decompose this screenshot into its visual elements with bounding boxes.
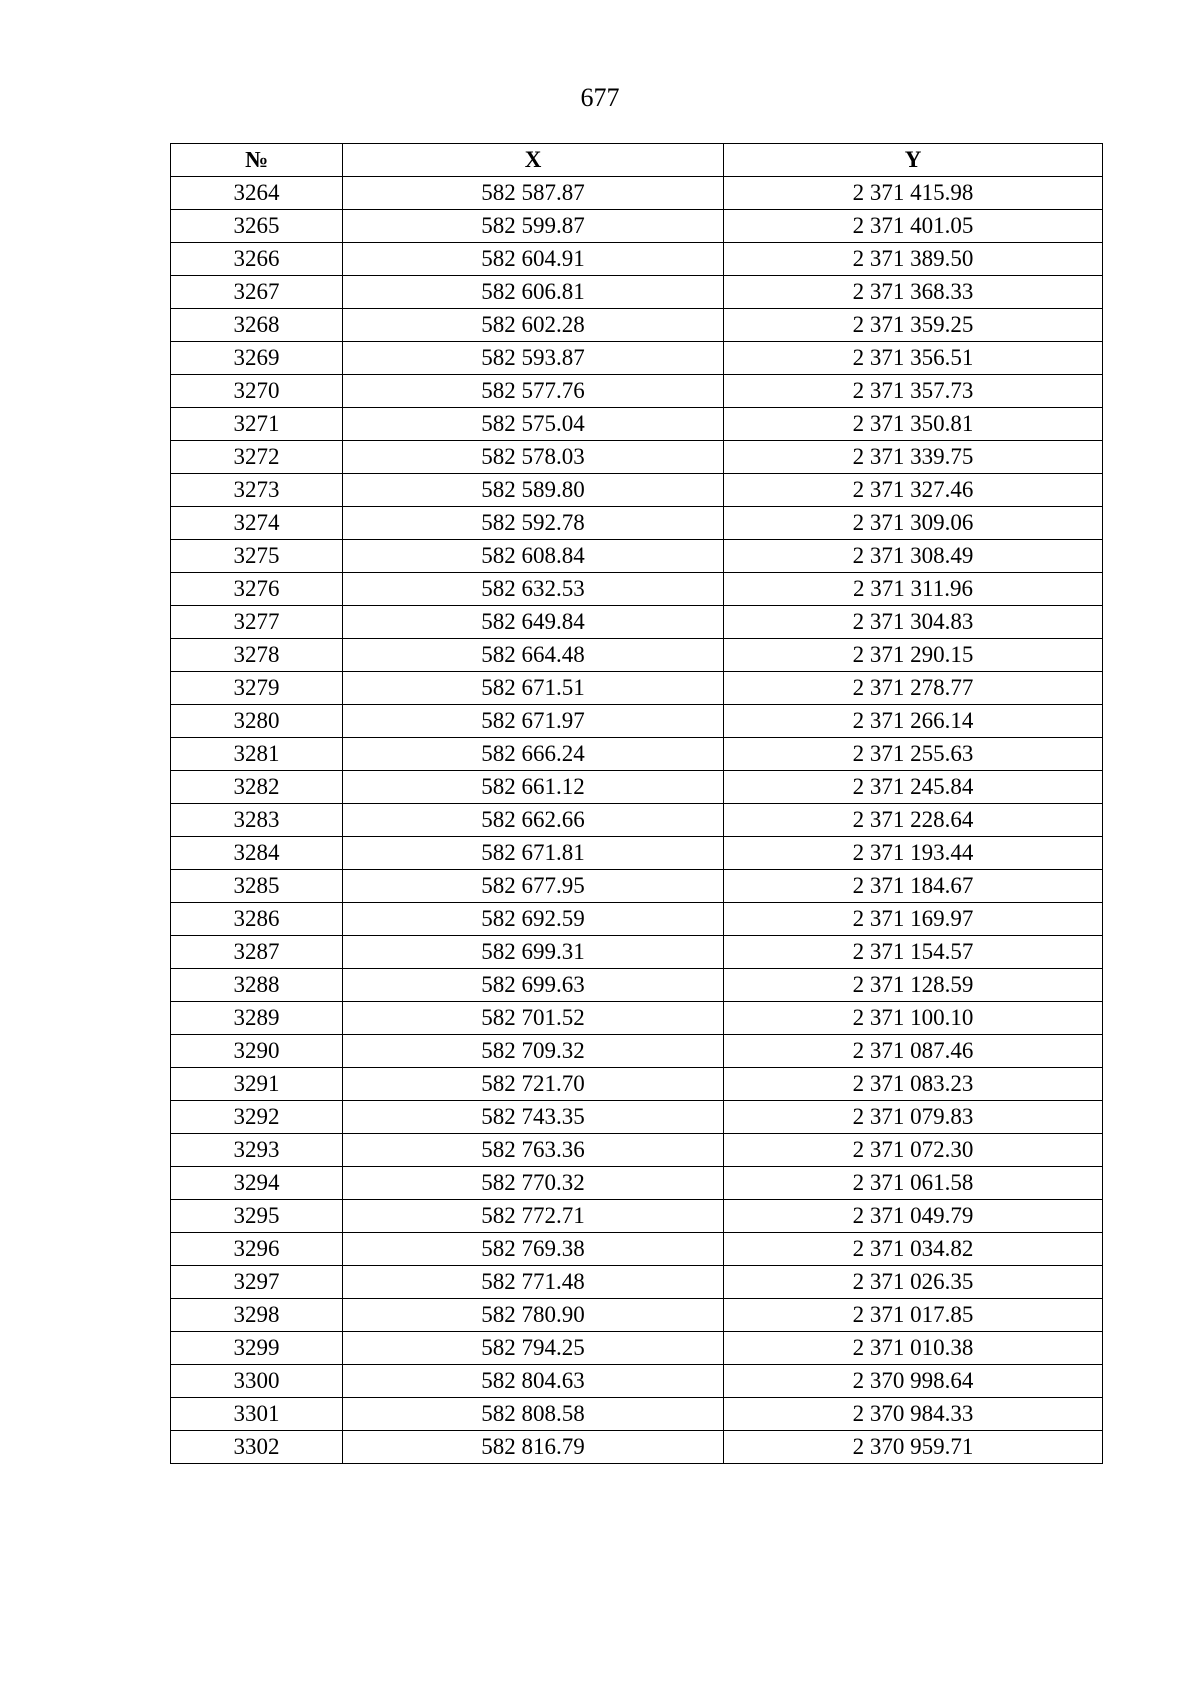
table-row (171, 1068, 1103, 1101)
cell-x: 582 577.76 (343, 375, 724, 408)
table-header (171, 144, 1103, 177)
cell-number: 3264 (171, 177, 343, 210)
cell-y: 2 371 128.59 (724, 969, 1103, 1002)
coordinates-table (170, 143, 1103, 1464)
cell-x: 582 677.95 (343, 870, 724, 903)
cell-x: 582 701.52 (343, 1002, 724, 1035)
cell-x: 582 593.87 (343, 342, 724, 375)
cell-number: 3289 (171, 1002, 343, 1035)
table-row (171, 1101, 1103, 1134)
cell-number: 3265 (171, 210, 343, 243)
table-row (171, 1002, 1103, 1035)
cell-y: 2 371 026.35 (724, 1266, 1103, 1299)
cell-number: 3266 (171, 243, 343, 276)
table-row (171, 1266, 1103, 1299)
cell-x: 582 589.80 (343, 474, 724, 507)
cell-x: 582 662.66 (343, 804, 724, 837)
cell-y: 2 371 017.85 (724, 1299, 1103, 1332)
cell-x: 582 770.32 (343, 1167, 724, 1200)
table-row (171, 1398, 1103, 1431)
table-row (171, 969, 1103, 1002)
table-row (171, 474, 1103, 507)
table-row (171, 309, 1103, 342)
cell-y: 2 371 356.51 (724, 342, 1103, 375)
cell-y: 2 371 311.96 (724, 573, 1103, 606)
table-row (171, 507, 1103, 540)
table-row (171, 441, 1103, 474)
header-row (171, 144, 1103, 177)
cell-y: 2 371 359.25 (724, 309, 1103, 342)
cell-number: 3300 (171, 1365, 343, 1398)
cell-y: 2 371 339.75 (724, 441, 1103, 474)
cell-x: 582 804.63 (343, 1365, 724, 1398)
cell-x: 582 606.81 (343, 276, 724, 309)
cell-number: 3282 (171, 771, 343, 804)
cell-number: 3276 (171, 573, 343, 606)
cell-x: 582 661.12 (343, 771, 724, 804)
table-row (171, 1167, 1103, 1200)
cell-y: 2 371 049.79 (724, 1200, 1103, 1233)
cell-number: 3280 (171, 705, 343, 738)
cell-y: 2 371 401.05 (724, 210, 1103, 243)
cell-number: 3299 (171, 1332, 343, 1365)
cell-x: 582 699.63 (343, 969, 724, 1002)
cell-x: 582 721.70 (343, 1068, 724, 1101)
table-row (171, 705, 1103, 738)
cell-y: 2 371 245.84 (724, 771, 1103, 804)
cell-number: 3290 (171, 1035, 343, 1068)
table-row (171, 408, 1103, 441)
header-y: Y (724, 144, 1103, 177)
cell-number: 3271 (171, 408, 343, 441)
header-x: X (343, 144, 724, 177)
cell-number: 3302 (171, 1431, 343, 1464)
cell-x: 582 664.48 (343, 639, 724, 672)
cell-y: 2 371 368.33 (724, 276, 1103, 309)
cell-y: 2 371 061.58 (724, 1167, 1103, 1200)
cell-number: 3269 (171, 342, 343, 375)
cell-number: 3273 (171, 474, 343, 507)
cell-number: 3296 (171, 1233, 343, 1266)
cell-x: 582 666.24 (343, 738, 724, 771)
cell-x: 582 769.38 (343, 1233, 724, 1266)
cell-y: 2 371 034.82 (724, 1233, 1103, 1266)
table-row (171, 672, 1103, 705)
table-row (171, 1299, 1103, 1332)
cell-y: 2 371 169.97 (724, 903, 1103, 936)
cell-x: 582 671.51 (343, 672, 724, 705)
table-row (171, 738, 1103, 771)
page-number: 677 (580, 83, 620, 112)
cell-x: 582 772.71 (343, 1200, 724, 1233)
cell-number: 3279 (171, 672, 343, 705)
table-row (171, 837, 1103, 870)
cell-number: 3285 (171, 870, 343, 903)
table-row (171, 870, 1103, 903)
cell-y: 2 370 984.33 (724, 1398, 1103, 1431)
cell-number: 3270 (171, 375, 343, 408)
cell-x: 582 578.03 (343, 441, 724, 474)
table-row (171, 804, 1103, 837)
cell-x: 582 649.84 (343, 606, 724, 639)
cell-number: 3295 (171, 1200, 343, 1233)
cell-x: 582 632.53 (343, 573, 724, 606)
cell-number: 3301 (171, 1398, 343, 1431)
cell-x: 582 763.36 (343, 1134, 724, 1167)
cell-y: 2 371 304.83 (724, 606, 1103, 639)
cell-number: 3277 (171, 606, 343, 639)
cell-y: 2 371 100.10 (724, 1002, 1103, 1035)
cell-number: 3274 (171, 507, 343, 540)
table-row (171, 639, 1103, 672)
table-row (171, 276, 1103, 309)
cell-y: 2 371 290.15 (724, 639, 1103, 672)
table-row (171, 342, 1103, 375)
cell-y: 2 371 350.81 (724, 408, 1103, 441)
header-number: № (171, 144, 343, 177)
cell-y: 2 371 278.77 (724, 672, 1103, 705)
cell-number: 3272 (171, 441, 343, 474)
cell-x: 582 743.35 (343, 1101, 724, 1134)
cell-number: 3288 (171, 969, 343, 1002)
cell-y: 2 371 415.98 (724, 177, 1103, 210)
cell-y: 2 371 087.46 (724, 1035, 1103, 1068)
cell-number: 3291 (171, 1068, 343, 1101)
cell-y: 2 370 998.64 (724, 1365, 1103, 1398)
cell-x: 582 699.31 (343, 936, 724, 969)
table-row (171, 1134, 1103, 1167)
cell-number: 3268 (171, 309, 343, 342)
cell-y: 2 371 228.64 (724, 804, 1103, 837)
cell-x: 582 771.48 (343, 1266, 724, 1299)
cell-y: 2 371 083.23 (724, 1068, 1103, 1101)
table-row (171, 606, 1103, 639)
table-row (171, 210, 1103, 243)
cell-y: 2 371 079.83 (724, 1101, 1103, 1134)
table-row (171, 375, 1103, 408)
cell-number: 3293 (171, 1134, 343, 1167)
cell-y: 2 371 010.38 (724, 1332, 1103, 1365)
cell-x: 582 587.87 (343, 177, 724, 210)
cell-y: 2 371 309.06 (724, 507, 1103, 540)
cell-number: 3275 (171, 540, 343, 573)
cell-y: 2 371 154.57 (724, 936, 1103, 969)
cell-x: 582 575.04 (343, 408, 724, 441)
cell-number: 3286 (171, 903, 343, 936)
cell-number: 3267 (171, 276, 343, 309)
cell-number: 3278 (171, 639, 343, 672)
table-row (171, 1200, 1103, 1233)
cell-x: 582 794.25 (343, 1332, 724, 1365)
cell-x: 582 671.81 (343, 837, 724, 870)
cell-x: 582 602.28 (343, 309, 724, 342)
cell-x: 582 780.90 (343, 1299, 724, 1332)
cell-x: 582 808.58 (343, 1398, 724, 1431)
cell-number: 3297 (171, 1266, 343, 1299)
cell-y: 2 371 266.14 (724, 705, 1103, 738)
table-row (171, 771, 1103, 804)
cell-x: 582 671.97 (343, 705, 724, 738)
table-row (171, 573, 1103, 606)
table-row (171, 540, 1103, 573)
cell-x: 582 604.91 (343, 243, 724, 276)
cell-y: 2 371 193.44 (724, 837, 1103, 870)
cell-y: 2 370 959.71 (724, 1431, 1103, 1464)
table-row (171, 1233, 1103, 1266)
cell-x: 582 709.32 (343, 1035, 724, 1068)
cell-x: 582 816.79 (343, 1431, 724, 1464)
cell-x: 582 608.84 (343, 540, 724, 573)
cell-y: 2 371 389.50 (724, 243, 1103, 276)
cell-number: 3292 (171, 1101, 343, 1134)
cell-number: 3287 (171, 936, 343, 969)
table-row (171, 936, 1103, 969)
cell-y: 2 371 255.63 (724, 738, 1103, 771)
cell-number: 3281 (171, 738, 343, 771)
cell-number: 3284 (171, 837, 343, 870)
cell-x: 582 692.59 (343, 903, 724, 936)
cell-number: 3283 (171, 804, 343, 837)
cell-x: 582 592.78 (343, 507, 724, 540)
cell-number: 3294 (171, 1167, 343, 1200)
table-row (171, 1365, 1103, 1398)
cell-y: 2 371 357.73 (724, 375, 1103, 408)
cell-x: 582 599.87 (343, 210, 724, 243)
table-row (171, 903, 1103, 936)
table-row (171, 1332, 1103, 1365)
table-row (171, 1035, 1103, 1068)
cell-y: 2 371 308.49 (724, 540, 1103, 573)
cell-y: 2 371 072.30 (724, 1134, 1103, 1167)
table-row (171, 243, 1103, 276)
cell-number: 3298 (171, 1299, 343, 1332)
table-row (171, 1431, 1103, 1464)
cell-y: 2 371 184.67 (724, 870, 1103, 903)
cell-y: 2 371 327.46 (724, 474, 1103, 507)
table-body (171, 177, 1103, 1464)
table-row (171, 177, 1103, 210)
